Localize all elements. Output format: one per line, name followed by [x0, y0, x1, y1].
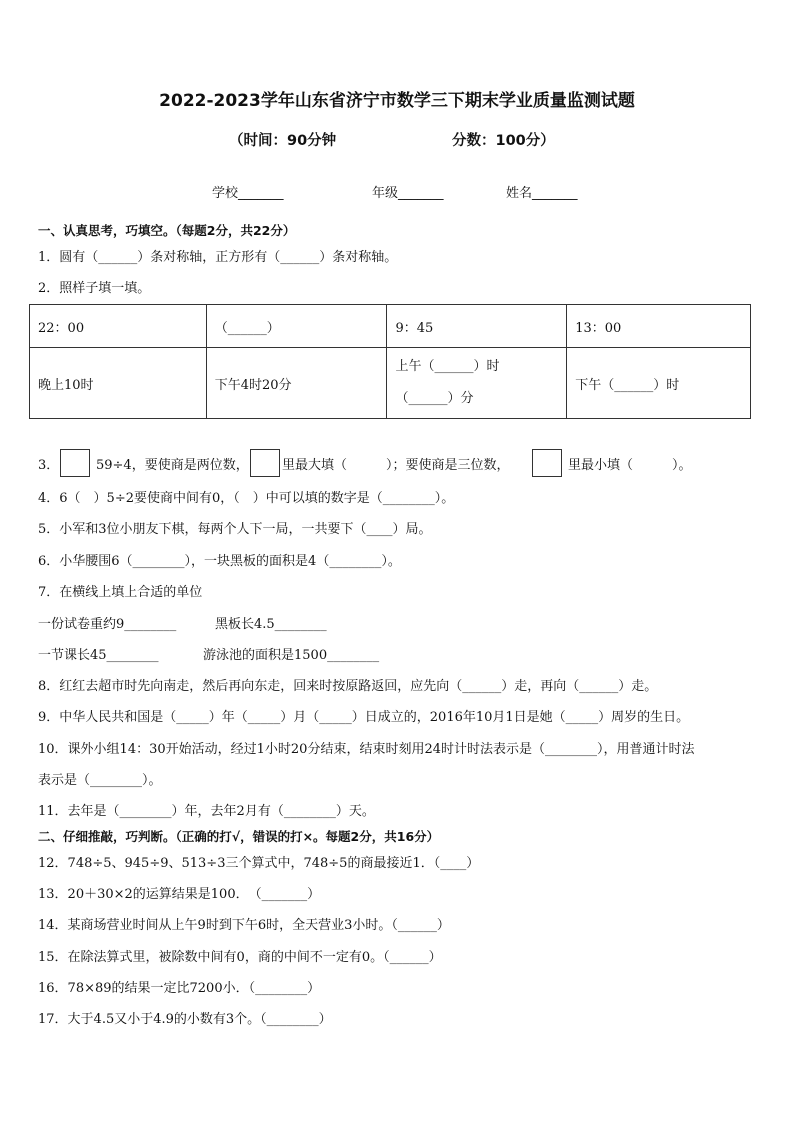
- question-7-b: 黑板长4.5________: [215, 617, 327, 632]
- table-cell: 下午（______）时: [567, 348, 751, 419]
- section2-heading: 二、仔细推敲，巧判断。（正确的打√，错误的打×。每题2分，共16分）: [38, 829, 440, 844]
- question-5: 5．小军和3位小朋友下棋，每两个人下一局，一共要下（____）局。: [38, 522, 432, 537]
- question-15: 15．在除法算式里，被除数中间有0，商的中间不一定有0。（______）: [38, 950, 442, 965]
- question-10-line-1: 10．课外小组14：30开始活动，经过1小时20分结束，结束时刻用24时计时法表示是（________），用普通计时法: [38, 742, 695, 757]
- question-8: 8．红红去超市时先向南走，然后再向东走，回来时按原路返回，应先向（______）走，再向（______）走。: [38, 679, 658, 694]
- school-field: 学校_______: [212, 186, 284, 201]
- question-7-c: 一节课长45________: [38, 648, 159, 663]
- question-10-line-2: 表示是（________）。: [38, 773, 162, 788]
- answer-box: [532, 449, 562, 477]
- table-cell: （______）: [206, 305, 387, 348]
- exam-time: （时间：90分钟: [229, 133, 337, 149]
- table-cell: 晚上10时: [30, 348, 207, 419]
- question-7-a: 一份试卷重约9________: [38, 617, 177, 632]
- question-16: 16．78×89的结果一定比7200小．（________）: [38, 981, 321, 996]
- question-3-part-c: 里最小填（ ）。: [568, 458, 692, 473]
- table-cell: 13：00: [567, 305, 751, 348]
- question-14: 14．某商场营业时间从上午9时到下午6时，全天营业3小时。（______）: [38, 918, 450, 933]
- question-3-number: 3．: [38, 458, 60, 473]
- exam-score: 分数：100分）: [452, 133, 555, 149]
- table-cell: 9：45: [387, 305, 567, 348]
- question-3-part-a: 59÷4，要使商是两位数，: [96, 458, 249, 473]
- question-9: 9．中华人民共和国是（_____）年（_____）月（_____）日成立的，2016年10月1日是她（_____）周岁的生日。: [38, 710, 690, 725]
- question-13: 13．20＋30×2的运算结果是100． （_______）: [38, 887, 321, 902]
- question-1: 1．圆有（______）条对称轴，正方形有（______）条对称轴。: [38, 250, 398, 265]
- question-17: 17．大于4.5又小于4.9的小数有3个。（________）: [38, 1012, 332, 1027]
- exam-title: 2022-2023学年山东省济宁市数学三下期末学业质量监测试题: [159, 91, 635, 111]
- question-6: 6．小华腰围6（________），一块黑板的面积是4（________）。: [38, 554, 401, 569]
- question-3-part-b: 里最大填（ ）；要使商是三位数，: [282, 458, 510, 473]
- question-12: 12．748÷5、945÷9、513÷3三个算式中，748÷5的商最接近1．（____）: [38, 856, 480, 871]
- grade-field: 年级_______: [372, 186, 444, 201]
- table-cell: 22：00: [30, 305, 207, 348]
- name-field: 姓名_______: [506, 186, 578, 201]
- table-cell-line: 上午（______）时: [395, 359, 500, 374]
- time-table: [29, 304, 751, 419]
- question-4: 4．6（ ）5÷2要使商中间有0，（ ）中可以填的数字是（________）。: [38, 491, 455, 506]
- question-11: 11．去年是（________）年，去年2月有（________）天。: [38, 804, 375, 819]
- answer-box: [250, 449, 280, 477]
- table-cell: [387, 348, 567, 419]
- answer-box: [60, 449, 90, 477]
- question-7-d: 游泳池的面积是1500________: [203, 648, 380, 663]
- question-2: 2．照样子填一填。: [38, 281, 151, 296]
- table-cell-line: （______）分: [395, 391, 474, 406]
- table-cell: 下午4时20分: [206, 348, 387, 419]
- section1-heading: 一、认真思考，巧填空。（每题2分，共22分）: [38, 223, 296, 238]
- question-7: 7．在横线上填上合适的单位: [38, 585, 203, 600]
